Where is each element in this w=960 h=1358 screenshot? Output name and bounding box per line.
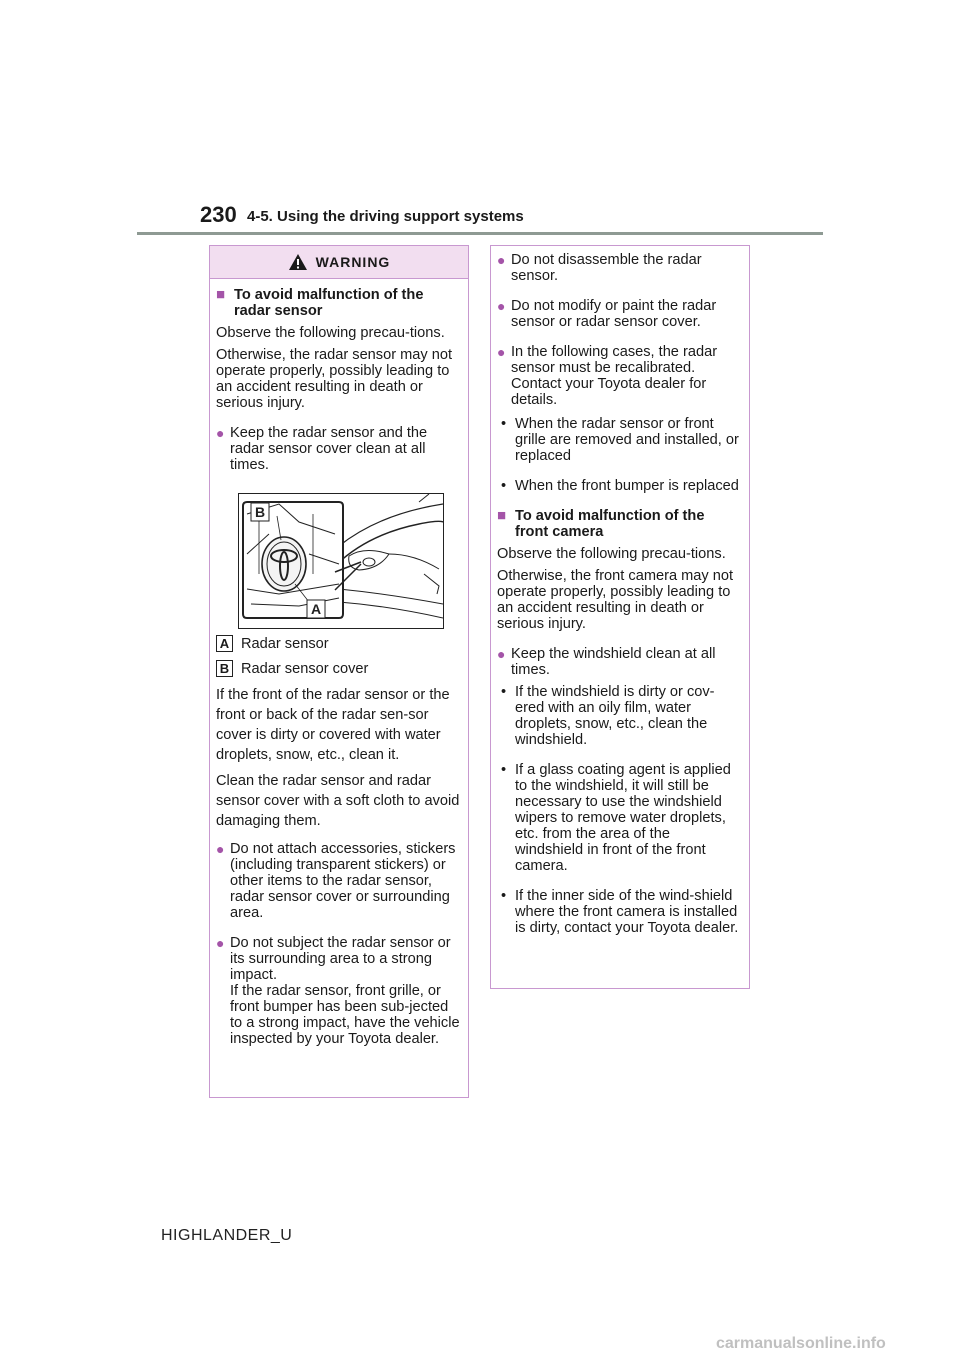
bullet-text: Do not modify or paint the radar sensor or radar sensor cover. (511, 298, 717, 330)
bullet-text: Do not disassemble the radar sensor. (511, 252, 702, 284)
cleaning-paragraph-1: If the front of the radar sensor or the front or back of the radar sen-sor cover is dirty or covered with water droplets, snow, etc., clean it. (216, 687, 450, 763)
legend-key-b: B (216, 660, 233, 677)
radar-heading-text: To avoid malfunction of the radar sensor (234, 287, 424, 319)
page-number: 230 (200, 202, 237, 227)
camera-intro-1: Observe the following precau-tions. (497, 546, 726, 562)
radar-sensor-figure (238, 493, 444, 629)
list-item (497, 298, 741, 330)
cleaning-paragraph-2: Clean the radar sensor and radar sensor cover with a soft cloth to avoid damaging them. (216, 773, 460, 829)
sub-list-item: • If a glass coating agent is applied to the windshield, it will still be necessary to use the windshield wipers to remove water droplets, etc. from the area of the windshield in front of the front camera. (497, 762, 741, 874)
radar-intro-1: Observe the following precau-tions. (216, 325, 445, 341)
camera-heading (497, 508, 741, 540)
legend-text: Radar sensor (241, 635, 329, 652)
warning-header (210, 246, 468, 279)
warning-box-left (209, 245, 469, 1098)
figure-callout-a: A (310, 601, 322, 617)
header-rule (137, 232, 823, 235)
circle-bullet-icon: ● (216, 841, 225, 857)
square-bullet-icon: ■ (216, 286, 226, 303)
list-item (497, 646, 741, 678)
section-title: 4-5. Using the driving support systems (247, 208, 524, 225)
legend-item (216, 660, 460, 677)
bullet-text: Do not attach accessories, stickers (including transparent stickers) or other items to the radar sensor, radar sensor cover or surrounding area. (230, 841, 456, 921)
radar-intro-2: Otherwise, the radar sensor may not operate properly, possibly leading to an accident resulting in death or serious injury. (216, 347, 453, 411)
warning-triangle-icon (288, 253, 308, 271)
sub-item-text: When the front bumper is replaced (515, 478, 739, 494)
sub-item-text: If the inner side of the wind-shield where the front camera is installed is dirty, contact your Toyota dealer. (515, 888, 739, 936)
camera-intro-2: Otherwise, the front camera may not operate properly, possibly leading to an accident resulting in death or serious injury. (497, 568, 734, 632)
figure-callout-b: B (254, 504, 266, 520)
circle-bullet-icon: ● (497, 298, 506, 314)
bullet-text-line: Do not subject the radar sensor or its surrounding area to a strong impact. (230, 935, 451, 983)
sub-list-item: • When the radar sensor or front grille are removed and installed, or replaced (497, 416, 741, 464)
footer-model-code: HIGHLANDER_U (161, 1227, 293, 1244)
list-item (216, 841, 460, 921)
sub-list-item: • If the windshield is dirty or cov-ered with an oily film, water droplets, snow, etc., clean the windshield. (497, 684, 741, 748)
circle-bullet-icon: ● (497, 344, 506, 360)
camera-heading-text: To avoid malfunction of the front camera (515, 508, 705, 540)
list-item (216, 935, 460, 1047)
circle-bullet-icon: ● (497, 646, 506, 662)
bullet-text: Keep the windshield clean at all times. (511, 646, 716, 678)
sub-item-text: If a glass coating agent is applied to the windshield, it will still be necessary to use the windshield wipers to remove water droplets, etc. from the area of the windshield in front of the front camera. (515, 762, 731, 874)
warning-label: WARNING (315, 254, 391, 270)
circle-bullet-icon: ● (216, 425, 225, 441)
circle-bullet-icon: ● (497, 252, 506, 268)
radar-heading (216, 287, 460, 319)
warning-box-right (490, 245, 750, 989)
watermark: carmanualsonline.info (716, 1335, 886, 1352)
sub-item-text: If the windshield is dirty or cov-ered with an oily film, water droplets, snow, etc., clean the windshield. (515, 684, 715, 748)
car-front-illustration (239, 494, 443, 628)
circle-bullet-icon: ● (216, 935, 225, 951)
sub-item-text: When the radar sensor or front grille are removed and installed, or replaced (515, 416, 739, 464)
bullet-text-line: If the radar sensor, front grille, or front bumper has been sub-jected to a strong impact, have the vehicle inspected by your Toyota dealer. (230, 983, 460, 1047)
legend-key-a: A (216, 635, 233, 652)
bullet-text (230, 935, 460, 1047)
sub-list-item: • If the inner side of the wind-shield where the front camera is installed is dirty, contact your Toyota dealer. (497, 888, 741, 936)
list-item (497, 252, 741, 284)
legend-item (216, 635, 460, 652)
bullet-text: Keep the radar sensor and the radar sensor cover clean at all times. (230, 425, 428, 473)
square-bullet-icon: ■ (497, 507, 507, 524)
legend-text: Radar sensor cover (241, 660, 369, 677)
sub-list-item: • When the front bumper is replaced (501, 478, 739, 494)
bullet-text: In the following cases, the radar sensor must be recalibrated. Contact your Toyota dealer for details. (511, 344, 718, 408)
list-item (497, 344, 741, 408)
list-item (216, 425, 460, 473)
